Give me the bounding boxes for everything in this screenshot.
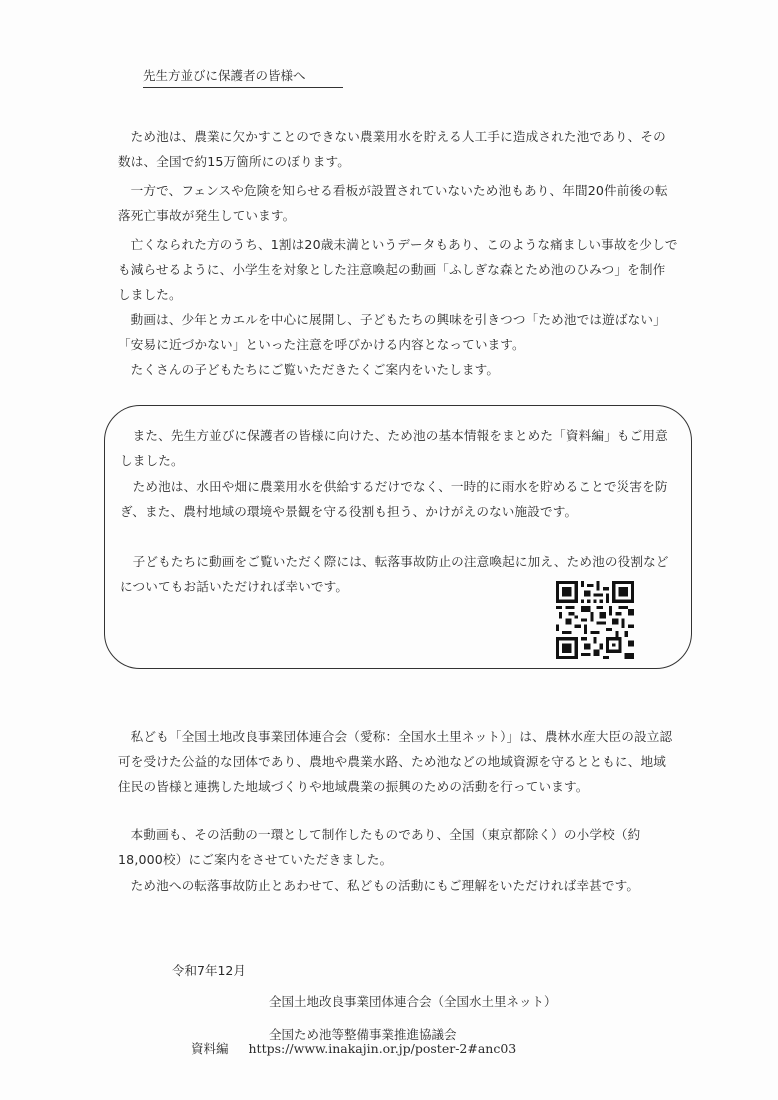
closing-paragraph-2: 本動画も、その活動の一環として制作したものであり、全国（東京都除く）の小学校（約18,000校）にご案内をさせていただきました。: [118, 827, 641, 867]
sender-organization-2: 全国ため池等整備事業推進協議会: [269, 1027, 457, 1042]
resource-label: 資料編: [191, 1041, 229, 1056]
closing-paragraph-3: ため池への転落事故防止とあわせて、私どもの活動にもご理解をいただければ幸甚です。: [130, 878, 640, 893]
box-paragraph-3: 子どもたちに動画をご覧いただく際には、転落事故防止の注意喚起に加え、ため池の役割などについてもお話いただければ幸いです。: [120, 554, 669, 594]
sender-organization-1: 全国土地改良事業団体連合会（全国水土里ネット）: [269, 994, 557, 1009]
box-paragraph-1: また、先生方並びに保護者の皆様に向けた、ため池の基本情報をまとめた「資料編」もご用意しました。: [120, 428, 668, 468]
intro-paragraph-1: ため池は、農業に欠かすことのできない農業用水を貯える人工手に造成された池であり、その数は、全国で約15万箇所にのぼります。: [118, 129, 666, 169]
closing-paragraph-1: 私ども「全国土地改良事業団体連合会（愛称：全国水土里ネット）」は、農林水産大臣の設立認可を受けた公益的な団体であり、農地や農業水路、ため池などの地域資源を守るとともに、地域住民の皆様と連携した地域づくりや地域農業の振興のための活動を行っています。: [118, 729, 673, 794]
intro-paragraph-4: 動画は、少年とカエルを中心に展開し、子どもたちの興味を引きつつ「ため池では遊ばない」「安易に近づかない」といった注意を呼びかける内容となっています。: [118, 312, 666, 352]
issue-date: 令和7年12月: [172, 963, 246, 978]
intro-paragraph-3: 亡くなられた方のうち、1割は20歳未満というデータもあり、このような痛ましい事故を少しでも減らせるように、小学生を対象とした注意喚起の動画「ふしぎな森とため池のひみつ」を制作しました。: [118, 237, 678, 302]
salutation: 先生方並びに保護者の皆様へ: [143, 66, 343, 88]
intro-paragraph-5: たくさんの子どもたちにご覧いただきたくご案内をいたします。: [130, 362, 500, 377]
box-paragraph-2: ため池は、水田や畑に農業用水を供給するだけでなく、一時的に雨水を貯めることで災害を防ぎ、また、農村地域の環境や景観を守る役割も担う、かけがえのない施設です。: [120, 479, 668, 519]
intro-paragraph-2: 一方で、フェンスや危険を知らせる看板が設置されていないため池もあり、年間20件前後の転落死亡事故が発生しています。: [118, 183, 668, 223]
qr-code-icon: [556, 581, 634, 659]
resource-url-link[interactable]: https://www.inakajin.or.jp/poster-2#anc03: [248, 1041, 517, 1056]
